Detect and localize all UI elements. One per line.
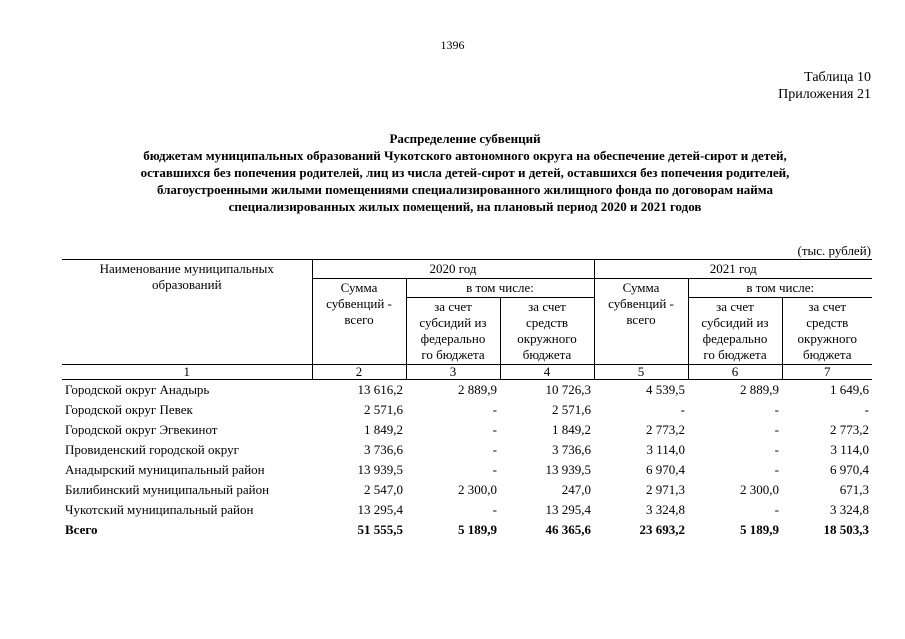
header-federal-2021 [688, 298, 782, 365]
row-name: Городской округ Анадырь [65, 382, 210, 397]
document-title [60, 130, 870, 215]
table-row [62, 480, 872, 500]
header-line: средств [806, 315, 849, 330]
title-line: специализированных жилых помещений, на плановый период 2020 и 2021 годов [228, 199, 702, 214]
column-number: 7 [782, 365, 872, 380]
subsidy-table [62, 259, 872, 540]
page-number: 1396 [440, 38, 465, 52]
row-value: - [492, 422, 497, 437]
row-value: 2 571,6 [364, 402, 403, 417]
row-value: 3 736,6 [364, 442, 403, 457]
header-name-line: образований [151, 277, 222, 292]
row-value: 13 616,2 [357, 382, 403, 397]
title-line: оставшихся без попечения родителей, лиц из числа детей-сирот и детей, оставшихся без попечения родителей, [140, 165, 790, 180]
header-line: за счет [434, 299, 472, 314]
row-value: 6 970,4 [830, 462, 870, 477]
header-line: го бюджета [703, 347, 767, 362]
header-row-column-numbers [62, 365, 872, 380]
total-value: 5 189,9 [458, 522, 497, 537]
header-line: окружного [517, 331, 577, 346]
header-federal-2020 [406, 298, 500, 365]
row-value: 2 773,2 [830, 422, 870, 437]
column-number: 6 [688, 365, 782, 380]
total-value: 23 693,2 [639, 522, 685, 537]
header-name-line: Наименование муниципальных [99, 261, 274, 276]
row-value: 4 539,5 [646, 382, 685, 397]
row-value: 2 773,2 [646, 422, 685, 437]
header-row-years [62, 260, 872, 279]
total-value: 51 555,5 [357, 522, 403, 537]
header-year-2021: 2021 год [594, 260, 872, 279]
row-value: 2 547,0 [364, 482, 403, 497]
row-value: 3 736,6 [552, 442, 591, 457]
row-value: 13 939,5 [357, 462, 403, 477]
column-number: 1 [62, 365, 312, 380]
header-sum-2020 [312, 279, 406, 365]
row-value: 2 971,3 [646, 482, 685, 497]
row-value: 1 849,2 [364, 422, 403, 437]
title-line: Распределение субвенций [389, 131, 541, 146]
row-value: 2 889,9 [740, 382, 779, 397]
header-line: субвенций - [326, 296, 392, 311]
header-line: федерально [702, 331, 768, 346]
header-line: средств [525, 315, 569, 330]
header-incl-2020: в том числе: [406, 279, 594, 298]
row-name: Городской округ Эгвекинот [65, 422, 218, 437]
row-value: - [864, 402, 870, 417]
header-line: бюджета [522, 347, 572, 362]
row-value: 13 939,5 [545, 462, 591, 477]
row-name: Билибинский муниципальный район [65, 482, 270, 497]
header-line: Сумма [622, 280, 660, 295]
header-line: за счет [716, 299, 754, 314]
column-number: 5 [594, 365, 688, 380]
header-line: Сумма [340, 280, 378, 295]
header-line: за счет [808, 299, 847, 314]
row-value: 6 970,4 [646, 462, 685, 477]
total-row [62, 520, 872, 540]
row-value: - [492, 442, 497, 457]
row-value: 10 726,3 [545, 382, 591, 397]
header-line: за счет [528, 299, 566, 314]
header-line: го бюджета [421, 347, 485, 362]
header-line: субсидий из [701, 315, 769, 330]
header-line: всего [626, 312, 656, 327]
header-incl-2021: в том числе: [688, 279, 872, 298]
header-line: всего [344, 312, 374, 327]
row-value: 3 114,0 [646, 442, 685, 457]
table-row [62, 400, 872, 420]
row-name: Чукотский муниципальный район [65, 502, 254, 517]
header-regional-2020 [500, 298, 594, 365]
row-value: - [774, 422, 779, 437]
row-name: Анадырский муниципальный район [65, 462, 265, 477]
header-line: субсидий из [419, 315, 487, 330]
column-number: 2 [312, 365, 406, 380]
row-value: - [774, 442, 779, 457]
table-row [62, 500, 872, 520]
total-value: 5 189,9 [740, 522, 779, 537]
row-value: - [774, 462, 779, 477]
column-number: 4 [500, 365, 594, 380]
row-value: 1 649,6 [830, 382, 870, 397]
row-value: 3 324,8 [646, 502, 685, 517]
title-line: благоустроенными жилыми помещениями специализированного жилищного фонда по договорам найма [156, 182, 774, 197]
annex-table-number: Таблица 10 [804, 70, 871, 85]
row-value: 671,3 [839, 482, 870, 497]
header-line: окружного [797, 331, 857, 346]
header-sum-2021 [594, 279, 688, 365]
title-line: бюджетам муниципальных образований Чукотского автономного округа на обеспечение детей-сирот и детей, [143, 148, 787, 163]
row-value: - [492, 462, 497, 477]
row-value: - [774, 502, 779, 517]
header-year-2020: 2020 год [312, 260, 594, 279]
row-value: 2 300,0 [458, 482, 497, 497]
column-number: 3 [406, 365, 500, 380]
row-value: 13 295,4 [357, 502, 403, 517]
total-label: Всего [65, 522, 98, 537]
row-value: 2 571,6 [552, 402, 591, 417]
row-value: 247,0 [561, 482, 591, 497]
row-value: 13 295,4 [545, 502, 591, 517]
row-value: - [774, 402, 779, 417]
table-row [62, 440, 872, 460]
row-value: - [492, 402, 497, 417]
row-value: 3 324,8 [830, 502, 870, 517]
total-value: 18 503,3 [823, 522, 870, 537]
table-row [62, 460, 872, 480]
table-row [62, 380, 872, 401]
header-line: субвенций - [608, 296, 674, 311]
annex-appendix-number: Приложения 21 [778, 87, 871, 102]
row-value: 2 889,9 [458, 382, 497, 397]
header-regional-2021 [782, 298, 872, 365]
header-line: бюджета [803, 347, 852, 362]
row-name: Провиденский городской округ [65, 442, 239, 457]
row-name: Городской округ Певек [65, 402, 193, 417]
annex-reference [778, 69, 871, 103]
row-value: 1 849,2 [552, 422, 591, 437]
row-value: 2 300,0 [740, 482, 779, 497]
row-value: - [680, 402, 685, 417]
total-value: 46 365,6 [545, 522, 591, 537]
table-row [62, 420, 872, 440]
units-note: (тыс. рублей) [797, 243, 871, 258]
header-name [62, 260, 312, 365]
row-value: - [492, 502, 497, 517]
row-value: 3 114,0 [830, 442, 870, 457]
header-line: федерально [420, 331, 486, 346]
